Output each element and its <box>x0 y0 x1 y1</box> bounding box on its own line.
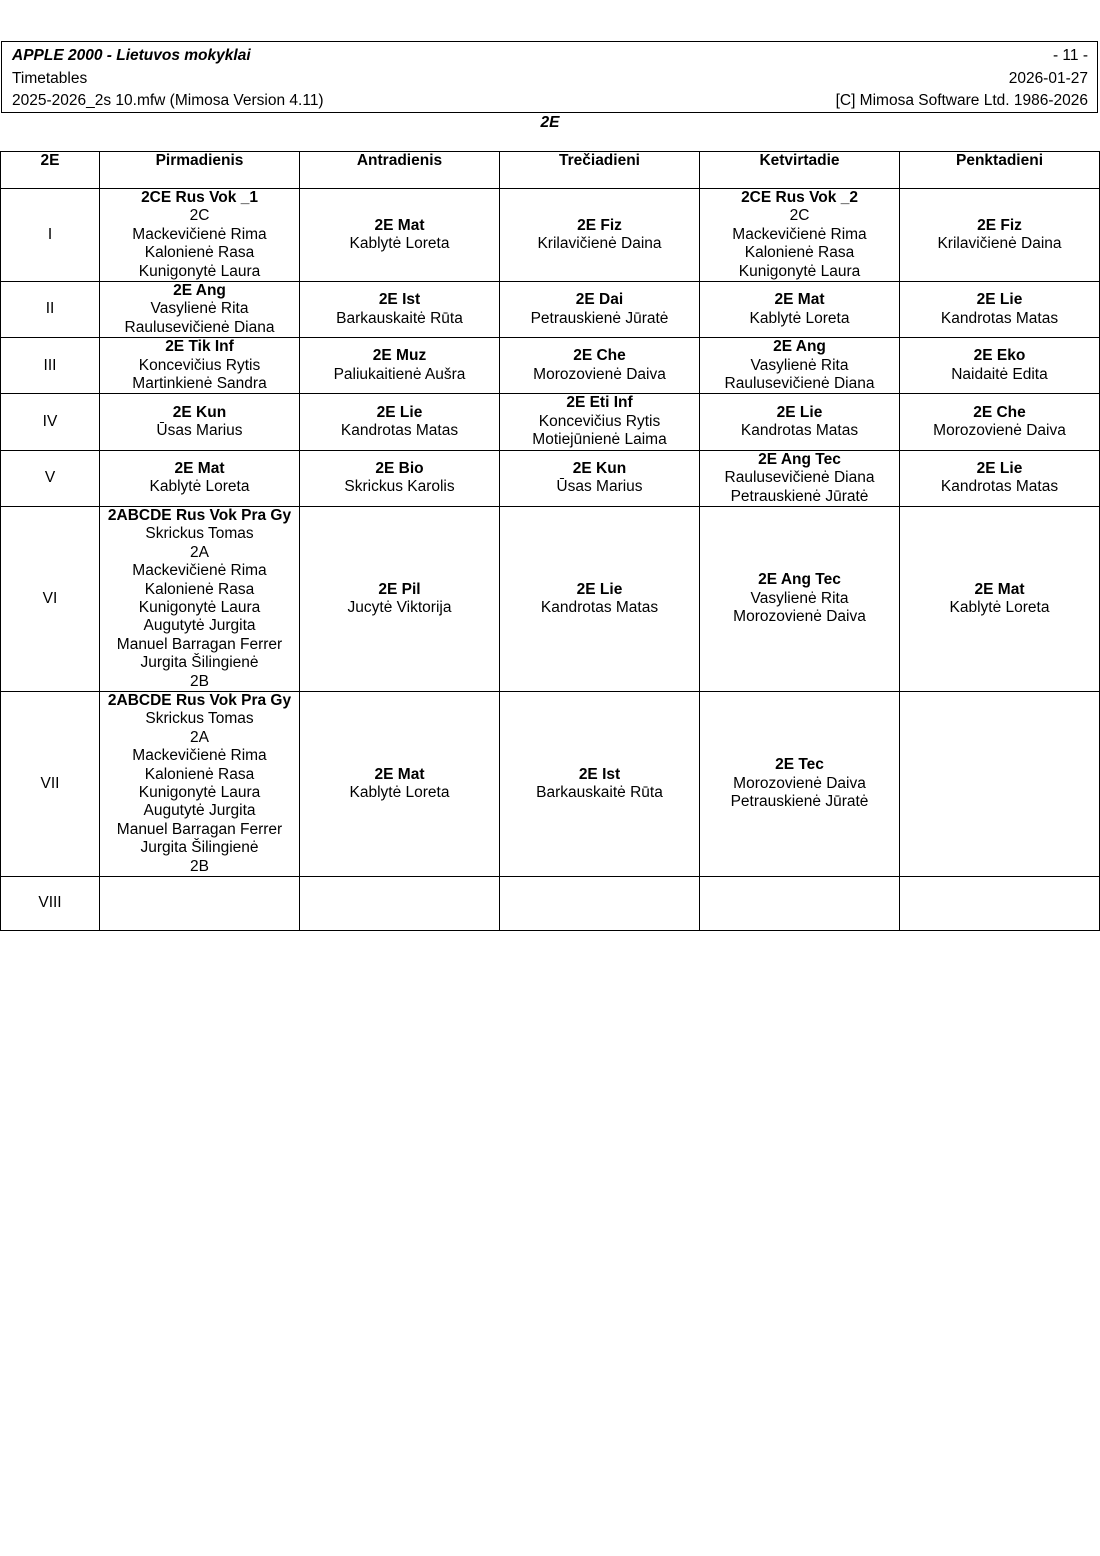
lesson-subject: 2E Che <box>973 403 1026 421</box>
lesson-detail: Petrauskienė Jūratė <box>730 793 869 811</box>
lesson-detail: Manuel Barragan Ferrer <box>116 820 283 838</box>
lesson-cell-tuesday <box>300 506 500 691</box>
table-row <box>1 506 1100 691</box>
period-label: VIII <box>1 877 100 931</box>
lesson-detail: Naidaitė Edita <box>951 365 1048 383</box>
lesson-subject: 2E Tik Inf <box>165 338 234 356</box>
table-row <box>1 450 1100 506</box>
lesson-detail: Koncevičius Rytis <box>138 356 261 374</box>
lesson-cell-wednesday <box>500 189 700 282</box>
lesson-detail: Raulusevičienė Diana <box>124 318 275 336</box>
lesson-detail: Petrauskienė Jūratė <box>730 487 869 505</box>
lesson-subject: 2E Che <box>573 347 626 365</box>
lesson-subject: 2E Lie <box>376 403 423 421</box>
lesson-detail: Kunigonytė Laura <box>738 262 861 280</box>
lesson-detail: Jucytė Viktorija <box>347 598 452 616</box>
lesson-cell-thursday <box>700 877 900 931</box>
lesson-detail: Augutytė Jurgita <box>143 617 256 635</box>
lesson-subject: 2E Mat <box>374 216 425 234</box>
lesson-detail: Morozovienė Daiva <box>933 422 1066 440</box>
column-header-tuesday: Antradienis <box>300 152 500 189</box>
lesson-detail: Mackevičienė Rima <box>132 562 267 580</box>
lesson-detail: Kunigonytė Laura <box>138 784 261 801</box>
lesson-detail: Morozovienė Daiva <box>733 774 866 792</box>
lesson-detail: Skrickus Tomas <box>145 710 254 728</box>
table-row <box>1 282 1100 338</box>
lesson-subject: 2ABCDE Rus Vok Pra Gy <box>107 506 292 524</box>
lesson-subject: 2E Eko <box>973 347 1026 365</box>
lesson-subject: 2E Muz <box>372 347 427 365</box>
lesson-cell-wednesday <box>500 506 700 691</box>
lesson-detail: Barkauskaitė Rūta <box>336 309 463 327</box>
lesson-detail: Koncevičius Rytis <box>538 412 661 430</box>
lesson-detail: Kablytė Loreta <box>349 235 450 253</box>
lesson-detail: 2C <box>189 207 210 225</box>
lesson-detail: Petrauskienė Jūratė <box>530 309 669 327</box>
lesson-detail: Ūsas Marius <box>556 478 643 496</box>
lesson-detail: Mackevičienė Rima <box>132 747 267 765</box>
lesson-subject: 2E Eti Inf <box>566 394 633 412</box>
lesson-detail: Morozovienė Daiva <box>533 365 666 383</box>
lesson-detail: Kunigonytė Laura <box>138 598 261 616</box>
lesson-detail: 2A <box>190 728 209 746</box>
lesson-cell-friday <box>900 877 1100 931</box>
lesson-detail: Jurgita Šilingienė <box>140 654 259 672</box>
lesson-subject: 2ABCDE Rus Vok Pra Gy <box>107 691 292 709</box>
column-header-monday: Pirmadienis <box>100 152 300 189</box>
lesson-detail: Mackevičienė Rima <box>132 225 267 243</box>
lesson-cell-monday <box>100 189 300 282</box>
lesson-cell-friday <box>900 506 1100 691</box>
lesson-subject: 2E Pil <box>378 580 421 598</box>
lesson-detail: Martinkienė Sandra <box>132 375 267 393</box>
header-right <box>836 45 1088 113</box>
lesson-subject: 2E Lie <box>576 580 623 598</box>
lesson-cell-monday <box>100 506 300 691</box>
lesson-cell-tuesday <box>300 189 500 282</box>
lesson-detail: Kablytė Loreta <box>149 478 250 496</box>
lesson-subject: 2E Fiz <box>577 216 622 234</box>
lesson-cell-tuesday <box>300 450 500 506</box>
lesson-detail: Vasylienė Rita <box>150 300 249 318</box>
lesson-subject: 2CE Rus Vok _1 <box>141 189 258 206</box>
period-label: VI <box>1 506 100 691</box>
lesson-detail: Skrickus Karolis <box>344 478 455 496</box>
period-label: IV <box>1 394 100 450</box>
lesson-cell-thursday <box>700 338 900 394</box>
lesson-cell-wednesday <box>500 394 700 450</box>
lesson-cell-friday <box>900 282 1100 338</box>
lesson-detail: Raulusevičienė Diana <box>724 469 875 487</box>
lesson-detail: 2B <box>190 672 209 690</box>
lesson-detail: Kablytė Loreta <box>749 309 850 327</box>
lesson-cell-thursday <box>700 394 900 450</box>
lesson-cell-tuesday <box>300 338 500 394</box>
lesson-detail: Kandrotas Matas <box>740 422 859 440</box>
lesson-cell-tuesday <box>300 691 500 876</box>
lesson-subject: 2E Kun <box>572 459 627 477</box>
lesson-cell-monday <box>100 338 300 394</box>
lesson-detail: 2C <box>789 207 810 225</box>
lesson-detail: Kandrotas Matas <box>540 598 659 616</box>
lesson-subject: 2E Mat <box>974 580 1025 598</box>
lesson-cell-monday <box>100 282 300 338</box>
lesson-subject: 2E Bio <box>375 459 424 477</box>
lesson-detail: Barkauskaitė Rūta <box>536 784 663 801</box>
lesson-detail: Raulusevičienė Diana <box>724 375 875 393</box>
period-label: I <box>1 189 100 282</box>
lesson-subject: 2E Lie <box>776 403 823 421</box>
lesson-cell-monday <box>100 691 300 876</box>
lesson-subject: 2E Ang Tec <box>758 450 841 468</box>
lesson-cell-tuesday <box>300 282 500 338</box>
lesson-detail: Kandrotas Matas <box>340 422 459 440</box>
lesson-subject: 2E Kun <box>172 403 227 421</box>
lesson-detail: Krilavičienė Daina <box>937 235 1062 253</box>
lesson-detail: Krilavičienė Daina <box>537 235 662 253</box>
table-row <box>1 877 1100 931</box>
report-type: Timetables <box>12 69 88 87</box>
lesson-detail: Ūsas Marius <box>156 422 243 440</box>
lesson-detail: Mackevičienė Rima <box>732 225 867 243</box>
lesson-cell-wednesday <box>500 877 700 931</box>
lesson-detail: Kablytė Loreta <box>349 784 450 801</box>
lesson-detail: Kandrotas Matas <box>940 309 1059 327</box>
lesson-cell-friday <box>900 450 1100 506</box>
lesson-detail: Morozovienė Daiva <box>733 608 866 626</box>
lesson-detail: Kandrotas Matas <box>940 478 1059 496</box>
column-header-thursday: Ketvirtadie <box>700 152 900 189</box>
class-title: 2E <box>540 114 560 131</box>
lesson-cell-monday <box>100 394 300 450</box>
lesson-detail: Vasylienė Rita <box>750 356 849 374</box>
lesson-cell-wednesday <box>500 282 700 338</box>
lesson-cell-friday <box>900 691 1100 876</box>
column-header-class: 2E <box>1 152 100 189</box>
lesson-subject: 2E Ist <box>378 291 421 309</box>
lesson-detail: Kalonienė Rasa <box>144 580 255 598</box>
lesson-detail: 2A <box>190 543 209 561</box>
lesson-subject: 2E Ang Tec <box>758 571 841 589</box>
lesson-detail: Motiejūnienė Laima <box>532 431 667 449</box>
lesson-cell-friday <box>900 189 1100 282</box>
lesson-cell-wednesday <box>500 691 700 876</box>
file-info: 2025-2026_2s 10.mfw (Mimosa Version 4.11) <box>12 92 324 109</box>
lesson-subject: 2E Tec <box>775 756 824 774</box>
timetable-header-row <box>1 152 1100 189</box>
report-header <box>1 41 1098 113</box>
lesson-cell-wednesday <box>500 338 700 394</box>
lesson-detail: Augutytė Jurgita <box>143 802 256 820</box>
report-date: 2026-01-27 <box>1008 69 1088 87</box>
period-label: II <box>1 282 100 338</box>
lesson-detail: Kalonienė Rasa <box>144 244 255 262</box>
header-left <box>12 45 324 113</box>
lesson-cell-monday <box>100 450 300 506</box>
copyright: [C] Mimosa Software Ltd. 1986-2026 <box>835 92 1088 109</box>
lesson-subject: 2E Fiz <box>977 216 1022 234</box>
table-row <box>1 189 1100 282</box>
lesson-cell-thursday <box>700 450 900 506</box>
lesson-detail: Kalonienė Rasa <box>744 244 855 262</box>
period-label: V <box>1 450 100 506</box>
lesson-subject: 2E Ang <box>773 338 826 356</box>
lesson-subject: 2E Ang <box>173 282 226 300</box>
lesson-subject: 2E Lie <box>976 459 1023 477</box>
lesson-detail: 2B <box>190 857 209 875</box>
lesson-detail: Kablytė Loreta <box>949 598 1050 616</box>
lesson-subject: 2E Mat <box>774 291 825 309</box>
table-row <box>1 338 1100 394</box>
lesson-cell-thursday <box>700 282 900 338</box>
lesson-cell-thursday <box>700 189 900 282</box>
lesson-cell-monday <box>100 877 300 931</box>
lesson-subject: 2E Ist <box>578 765 621 783</box>
period-label: III <box>1 338 100 394</box>
timetable <box>0 151 1100 931</box>
lesson-cell-wednesday <box>500 450 700 506</box>
lesson-detail: Kunigonytė Laura <box>138 262 261 280</box>
lesson-subject: 2E Lie <box>976 291 1023 309</box>
column-header-friday: Penktadieni <box>900 152 1100 189</box>
school-title: APPLE 2000 - Lietuvos mokyklai <box>12 47 251 64</box>
lesson-detail: Kalonienė Rasa <box>144 765 255 783</box>
lesson-subject: 2E Dai <box>575 291 624 309</box>
lesson-detail: Skrickus Tomas <box>145 525 254 543</box>
lesson-subject: 2CE Rus Vok _2 <box>741 189 858 206</box>
lesson-cell-tuesday <box>300 877 500 931</box>
lesson-cell-thursday <box>700 691 900 876</box>
lesson-cell-tuesday <box>300 394 500 450</box>
column-header-wednesday: Trečiadieni <box>500 152 700 189</box>
table-row <box>1 394 1100 450</box>
lesson-subject: 2E Mat <box>174 459 225 477</box>
lesson-detail: Paliukaitienė Aušra <box>333 365 466 383</box>
lesson-cell-friday <box>900 338 1100 394</box>
table-row <box>1 691 1100 876</box>
period-label: VII <box>1 691 100 876</box>
lesson-detail: Vasylienė Rita <box>750 589 849 607</box>
lesson-detail: Manuel Barragan Ferrer <box>116 635 283 653</box>
lesson-detail: Jurgita Šilingienė <box>140 839 259 857</box>
lesson-cell-thursday <box>700 506 900 691</box>
lesson-subject: 2E Mat <box>374 765 425 783</box>
page-number: - 11 - <box>1052 47 1088 64</box>
lesson-cell-friday <box>900 394 1100 450</box>
